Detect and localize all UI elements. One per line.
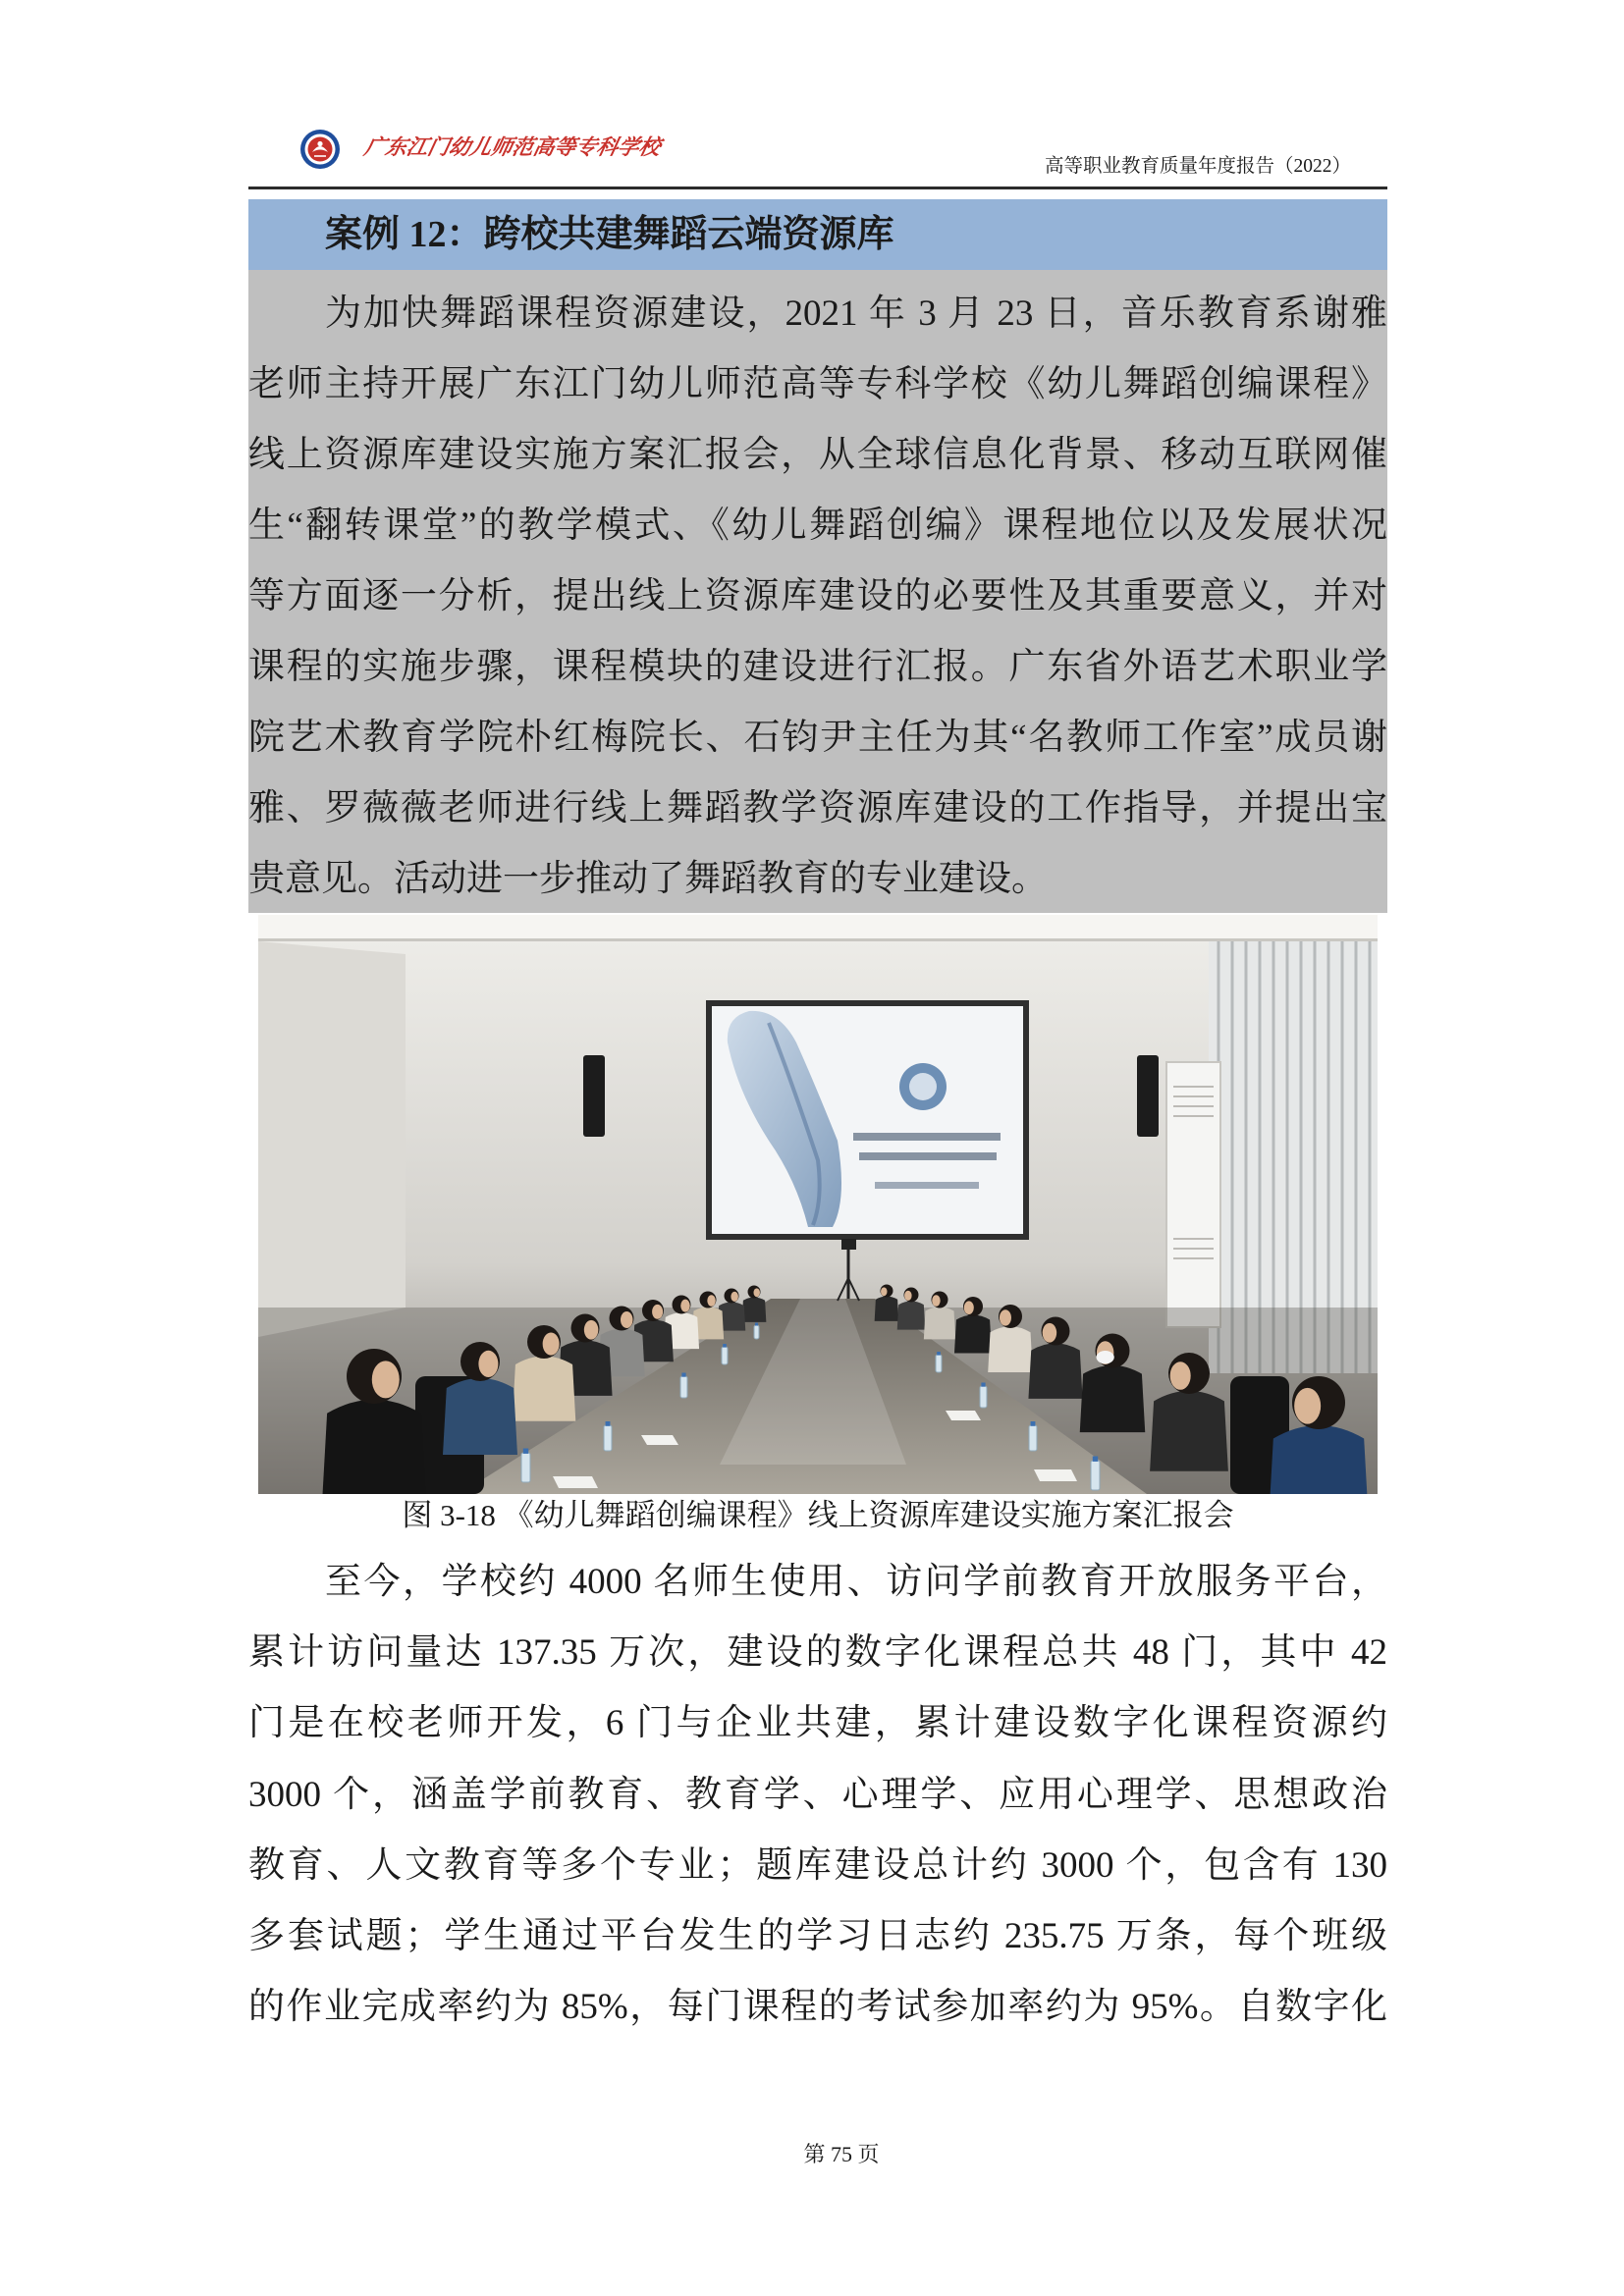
photo-attendee-face [652, 1305, 663, 1319]
photo-paper [553, 1476, 598, 1488]
photo-water-bottle [680, 1373, 687, 1399]
case-body-line: 贵意见。活动进一步推动了舞蹈教育的专业建设。 [248, 859, 1048, 899]
school-emblem-icon [299, 129, 341, 170]
header-rule [248, 187, 1387, 189]
photo-paper [641, 1435, 678, 1445]
photo-attendee-body [742, 1298, 767, 1322]
photo-attendee-face [621, 1311, 633, 1328]
photo-attendee-body [954, 1315, 992, 1354]
photo-water-bottle [722, 1344, 728, 1364]
photo-attendee-face [584, 1320, 599, 1340]
photo-attendee-face [1000, 1309, 1011, 1325]
photo-attendee-face [904, 1291, 912, 1301]
body-line: 累计访问量达 137.35 万次，建设的数字化课程总共 48 门，其中 42 [248, 1632, 1387, 1674]
photo-attendee-body [443, 1378, 517, 1455]
body-paragraph [248, 1547, 1387, 2043]
photo-paper [1034, 1469, 1077, 1481]
photo-attendee-mask [1097, 1351, 1114, 1363]
case-body-line: 生“翻转课堂”的教学模式、《幼儿舞蹈创编》课程地位以及发展状况 [248, 506, 1387, 546]
photo-attendee-face [478, 1351, 498, 1377]
photo-attendee-body [988, 1326, 1033, 1372]
photo-attendee-body [897, 1301, 926, 1329]
photo-attendee-body [513, 1356, 576, 1420]
photo-attendee-body [1150, 1391, 1228, 1471]
body-line: 门是在校老师开发，6 门与企业共建，累计建设数字化课程资源约 [248, 1703, 1387, 1744]
photo-attendee-face [731, 1292, 738, 1302]
photo-attendee-face [707, 1295, 716, 1307]
photo-attendee-face [543, 1332, 560, 1355]
photo-water-bottle [1091, 1457, 1100, 1491]
photo-water-bottle [604, 1421, 612, 1451]
body-line: 多套试题；学生通过平台发生的学习日志约 235.75 万条，每个班级 [248, 1915, 1387, 1956]
photo-speaker-right [1137, 1055, 1159, 1137]
photo-attendee-face [932, 1295, 941, 1307]
photo-attendee-face [680, 1300, 690, 1312]
photo-attendee-face [1043, 1323, 1057, 1343]
case-body-line: 为加快舞蹈课程资源建设，2021 年 3 月 23 日，音乐教育系谢雅 [325, 294, 1387, 334]
case-body-line: 院艺术教育学院朴红梅院长、石钧尹主任为其“名教师工作室”成员谢 [248, 718, 1387, 758]
case-body-line: 线上资源库建设实施方案汇报会，从全球信息化背景、移动互联网催 [248, 435, 1387, 475]
case-body-line: 课程的实施步骤，课程模块的建设进行汇报。广东省外语艺术职业学 [248, 647, 1387, 687]
photo-attendee-body [322, 1400, 426, 1494]
case-body-line: 老师主持开展广东江门幼儿师范高等专科学校《幼儿舞蹈创编课程》 [248, 364, 1387, 404]
photo-attendee-body [1080, 1365, 1146, 1432]
photo-attendee-face [1170, 1362, 1191, 1390]
case-title: 案例 12：跨校共建舞蹈云端资源库 [325, 214, 894, 255]
photo-ceiling [258, 915, 1378, 938]
photo-water-bottle [521, 1449, 530, 1483]
header-report-title: 高等职业教育质量年度报告（2022） [1044, 156, 1351, 177]
photo-speaker-left [583, 1055, 605, 1137]
photo-attendee-body [924, 1307, 955, 1339]
photo-projector-screen [706, 1000, 1029, 1240]
photo-water-bottle [1029, 1421, 1037, 1451]
photo-screen-text-blur [853, 1133, 1001, 1141]
case-body-line: 雅、罗薇薇老师进行线上舞蹈教学资源库建设的工作指导，并提出宝 [248, 788, 1387, 828]
photo-water-bottle [754, 1323, 759, 1340]
figure-caption: 图 3-18 《幼儿舞蹈创编课程》线上资源库建设实施方案汇报会 [402, 1498, 1234, 1532]
photo-attendee-face [372, 1361, 400, 1398]
photo-left-wall [258, 941, 406, 1337]
photo-water-bottle [936, 1352, 942, 1372]
body-line: 至今，学校约 4000 名师生使用、访问学前教育开放服务平台， [325, 1562, 1387, 1602]
photo-attendee-body [1028, 1343, 1082, 1399]
school-name-calligraphy: 广东江门幼儿师范高等专科学校 [361, 135, 663, 160]
photo-attendee-face [753, 1288, 760, 1297]
photo-paper [946, 1411, 981, 1420]
photo-ceiling-edge [258, 938, 1378, 941]
meeting-photo [258, 915, 1378, 1494]
photo-attendee-body [875, 1297, 899, 1321]
photo-attendee-face [1294, 1388, 1321, 1424]
body-line: 的作业完成率约为 85%，每门课程的考试参加率约为 95%。自数字化 [248, 1987, 1387, 2028]
body-line: 教育、人文教育等多个专业；题库建设总计约 3000 个，包含有 130 [248, 1844, 1387, 1886]
photo-attendee-face [881, 1287, 888, 1296]
case-body-box [248, 270, 1387, 913]
page-number: 第 75 页 [803, 2142, 880, 2166]
case-body-line: 等方面逐一分析，提出线上资源库建设的必要性及其重要意义，并对 [248, 576, 1387, 616]
photo-air-conditioner [1166, 1062, 1220, 1327]
body-line: 3000 个，涵盖学前教育、教育学、心理学、应用心理学、思想政治 [248, 1774, 1387, 1815]
photo-attendee-face [964, 1301, 974, 1314]
meeting-photo-drawing [258, 915, 1378, 1494]
case-title-bar [248, 199, 1387, 270]
photo-water-bottle [980, 1383, 987, 1409]
photo-attendee-body [1269, 1425, 1370, 1494]
